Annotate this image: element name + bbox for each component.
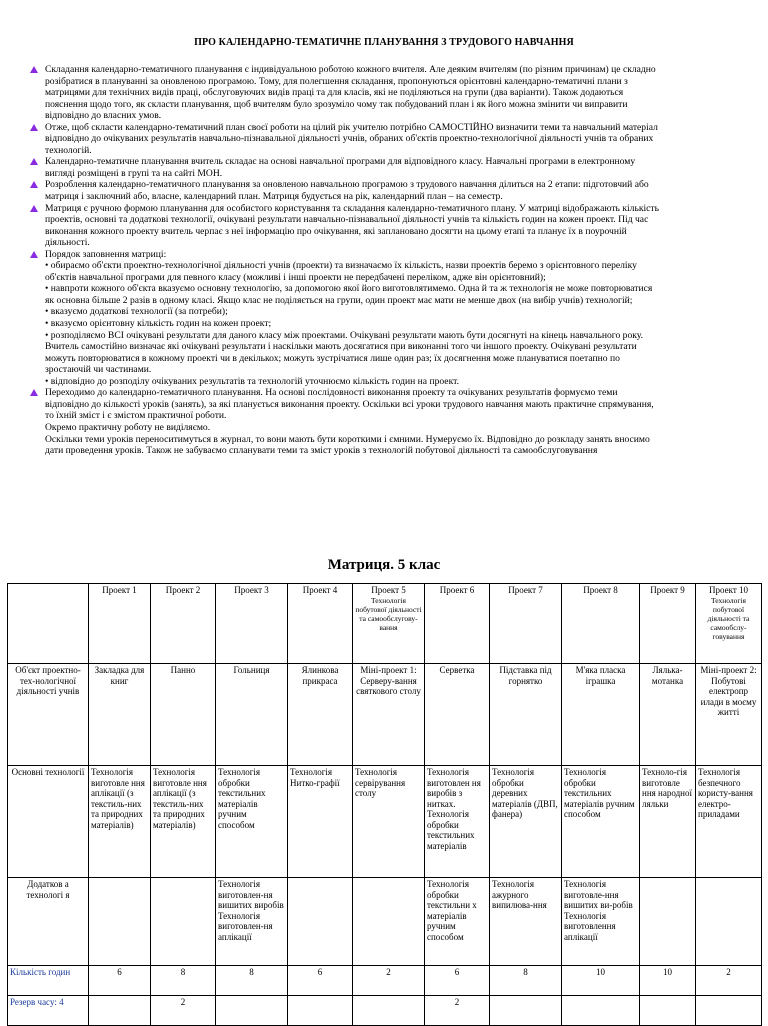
- bullet-arrow-icon: [30, 251, 38, 258]
- bullet-arrow-icon: [30, 124, 38, 131]
- row-label-objects: Об'єкт проектно-тех-нологічної діяльності учнів: [8, 664, 89, 766]
- matrix-row: [8, 766, 762, 878]
- bullet-item: [28, 203, 756, 249]
- main-tech-cell: Технологія обробки деревних матеріалів (ДВП, фанера): [490, 766, 562, 878]
- main-tech-cell: Технологія виготовле ння аплікації (з текстиль-них та природних матеріалів): [151, 766, 216, 878]
- bullet-line: Переходимо до календарно-тематичного планування. На основі послідовності виконання проекту та очікуваних результатів формуємо теми: [45, 387, 618, 399]
- project-header-cell: [490, 584, 562, 664]
- bullet-line: відповідно до очікуваних результатів навчально-пізнавальної діяльності учнів, обраних об'єктів проектно-технологічної діяльності учнів та обраних: [45, 133, 654, 145]
- bullet-line: Отже, щоб скласти календарно-тематичний план своєї роботи на цілий рік учителю потрібно САМОСТІЙНО визначити теми та навчальний матеріал: [45, 121, 658, 133]
- bullet-item: [28, 64, 756, 122]
- row-label-hours: Кількість годин: [8, 966, 89, 996]
- object-name: М'яка пласка іграшка: [575, 665, 626, 686]
- bullet-arrow-icon: [30, 158, 38, 165]
- bullet-line: то їхній зміст і є змістом практичної роботи.: [45, 410, 227, 422]
- reserve-cell: [216, 996, 288, 1026]
- add-tech-cell: Технологія виготовле-ння вишитих ви-робів Технологія виготовлення аплікації: [562, 878, 640, 966]
- object-name: Серверу-вання святкового столу: [356, 675, 421, 696]
- bullet-item: [28, 249, 756, 388]
- bullet-list: [28, 64, 756, 457]
- bullet-line: Оскільки теми уроків переноситимуться в журнал, то вони мають бути короткими і ємними. Нумеруємо їх. Відповідно до розкладу занять вносимо: [45, 433, 650, 445]
- project-header-cell: [696, 584, 762, 664]
- matrix-row: [8, 584, 762, 664]
- project-header-cell: [353, 584, 425, 664]
- reserve-cell: 2: [425, 996, 490, 1026]
- project-label: Проект 10: [708, 585, 749, 595]
- bullet-line: розібратися в плануванні за оновленою програмою. Тому, для полегшення складання, пропонуються орієнтовні календарно-тематичні плани з: [45, 75, 628, 87]
- object-cell: [425, 664, 490, 766]
- bullet-item: [28, 387, 756, 456]
- bullet-item: [28, 122, 756, 157]
- bullet-line: вигляді розміщені в групі та на сайті МОН.: [45, 167, 223, 179]
- object-name: Серветка: [439, 665, 475, 675]
- add-tech-cell: [640, 878, 696, 966]
- bullet-line: дати проведення уроків. Також не забуваємо спланувати теми та зміст уроків з технологій побутової діяльності та самообслуговування: [45, 445, 598, 457]
- bullet-line: діяльності.: [45, 237, 90, 249]
- main-tech-cell: Технологія сервірування столу: [353, 766, 425, 878]
- reserve-cell: 2: [151, 996, 216, 1026]
- matrix-row: [8, 664, 762, 766]
- bullet-line: відповідно до кількості уроків (занять), за які планується виконання проекту. Оскільки всі уроки трудового навчання мають практичне спрямування,: [45, 398, 654, 410]
- bullet-line: • навпроти кожного об'єкта вказуємо основну технологію, за допомогою якої його виготовлятимемо. Одна й та ж технологія не може повторюватися: [45, 283, 653, 295]
- reserve-cell: [89, 996, 151, 1026]
- bullet-line: Матриця є ручною формою планування для особистого користування та складання календарно-тематичного плану. У матриці відображають кількість: [45, 202, 659, 214]
- object-cell: [490, 664, 562, 766]
- object-cell: [562, 664, 640, 766]
- project-sublabel: Технологія побутової діяльності та самообслугову-вання: [355, 595, 422, 632]
- object-name: Лялька-мотанка: [651, 665, 684, 686]
- row-label-main-tech: Основні технології: [8, 766, 89, 878]
- main-tech-cell: Технологія виготовле ння аплікації (з текстиль-них та природних матеріалів): [89, 766, 151, 878]
- hours-cell: 8: [216, 966, 288, 996]
- matrix-row: [8, 996, 762, 1026]
- add-tech-cell: Технологія обробки текстильни х матеріалів ручним способом: [425, 878, 490, 966]
- project-header-cell: [562, 584, 640, 664]
- matrix-title: Матриця. 5 клас: [327, 557, 441, 573]
- main-tech-cell: Техноло-гія виготовле ння народної ляльки: [640, 766, 696, 878]
- page-title: ПРО КАЛЕНДАРНО-ТЕМАТИЧНЕ ПЛАНУВАННЯ З ТРУДОВОГО НАВЧАННЯ: [194, 37, 574, 48]
- hours-cell: 2: [353, 966, 425, 996]
- bullet-line: Розроблення календарно-тематичного планування за оновленою навчальною програмою з трудового навчання ділиться на 2 етапи: підготовчий або: [45, 179, 649, 191]
- bullet-arrow-icon: [30, 205, 38, 212]
- project-header-cell: [288, 584, 353, 664]
- object-prefix: Міні-проект 2:: [700, 665, 757, 675]
- project-header-cell: [216, 584, 288, 664]
- reserve-cell: [353, 996, 425, 1026]
- bullet-line: матрицями для технічних видів праці, обслуговуючих видів праці та для класів, які не поділяються на групи (два варіанти). Також додаються: [45, 87, 624, 99]
- project-label: Проект 3: [234, 585, 269, 595]
- hours-cell: 6: [288, 966, 353, 996]
- project-header-cell: [425, 584, 490, 664]
- add-tech-cell: [151, 878, 216, 966]
- object-cell: [288, 664, 353, 766]
- row-label-add-tech: Додатков а технологі я: [8, 878, 89, 966]
- bullet-line: • вказуємо орієнтовну кількість годин на кожен проект;: [45, 318, 272, 330]
- bullet-item: [28, 156, 756, 179]
- matrix-row: [8, 966, 762, 996]
- add-tech-cell: [696, 878, 762, 966]
- matrix-row: [8, 878, 762, 966]
- bullet-line: Календарно-тематичне планування вчитель складає на основі навчальної програми для відповідного класу. Навчальні програми в електронному: [45, 156, 636, 168]
- object-cell: [151, 664, 216, 766]
- add-tech-cell: Технологія виготовлен-ня вишитих виробів Технологія виготовлен-ня аплікації: [216, 878, 288, 966]
- bullet-line: об'єктів навчальної програми для певного класу (можливі і інші проекти не передбачені переліком, адже він орієнтовний);: [45, 271, 546, 283]
- object-cell: [89, 664, 151, 766]
- object-name: Побутові електропр илади в моєму житті: [700, 675, 757, 717]
- project-header-cell: [640, 584, 696, 664]
- bullet-line: пояснення щодо того, як скласти планування, щоб вчителям було зрозуміло чому так побудований план і як його можна змінити чи виправити: [45, 98, 628, 110]
- project-label: Проект 5: [371, 585, 406, 595]
- project-label: Проект 7: [508, 585, 543, 595]
- main-tech-cell: Технологія виготовлен ня виробів з нитках. Технологія обробки текстильних матеріалів: [425, 766, 490, 878]
- main-tech-cell: Технологія Нитко-графії: [288, 766, 353, 878]
- bullet-line: технологій.: [45, 144, 92, 156]
- project-header-cell: [89, 584, 151, 664]
- object-name: Підставка під горнятко: [499, 665, 552, 686]
- bullet-line: проектів, основні та додаткові технології, очікувані результати навчально-пізнавальної діяльності учнів та кількість годин на кожен проект. Під час: [45, 214, 649, 226]
- bullet-arrow-icon: [30, 66, 38, 73]
- project-header-cell: [151, 584, 216, 664]
- add-tech-cell: [288, 878, 353, 966]
- bullet-line: Окремо практичну роботу не виділяємо.: [45, 421, 211, 433]
- project-label: Проект 2: [165, 585, 201, 595]
- project-label: Проект 6: [439, 585, 475, 595]
- bullet-line: • обираємо об'єкти проектно-технологічної діяльності учнів (проекти) та визначаємо їх кількість, назви проектів беремо з орієнтовного переліку: [45, 260, 637, 272]
- bullet-arrow-icon: [30, 181, 38, 188]
- hours-cell: 10: [640, 966, 696, 996]
- bullet-line: відповідно до власних умов.: [45, 110, 162, 122]
- bullet-line: • відповідно до розподілу очікуваних результатів та технологій уточнюємо кількість годин на проект.: [45, 375, 459, 387]
- bullet-line: Порядок заповнення матриці:: [45, 248, 167, 260]
- bullet-line: можуть повторюватися в кожному проекті чи в декількох; можуть зустрічатися лише один раз; їх досягнення може плануватися поетапно по: [45, 352, 620, 364]
- matrix-table: [7, 583, 762, 1026]
- bullet-line: Складання календарно-тематичного планування є індивідуальною роботою кожного вчителя. Але деяким вчителям (по різним причинам) це складно: [45, 64, 656, 75]
- reserve-cell: [288, 996, 353, 1026]
- bullet-line: Вчитель самостійно визначає які очікувані результати і наскільки мають досягатися при виконанні того чи іншого проекту. Очікувані результати: [45, 341, 637, 353]
- reserve-cell: [490, 996, 562, 1026]
- project-label: Проект 4: [302, 585, 338, 595]
- object-cell: [216, 664, 288, 766]
- row-label-reserve: Резерв часу: 4: [8, 996, 89, 1026]
- project-label: Проект 1: [102, 585, 137, 595]
- hours-cell: 6: [89, 966, 151, 996]
- bullet-line: матриця і заключний або, власне, календарний план. Матриця будується на рік, календарний план – на семестр.: [45, 191, 503, 203]
- main-tech-cell: Технологія обробки текстильних матеріалів ручним способом: [562, 766, 640, 878]
- bullet-item: [28, 179, 756, 202]
- object-name: Ялинкова прикраса: [301, 665, 339, 686]
- bullet-line: виконання кожного проекту вчитель черпає з неї інформацію про очікування, які заплановано досягти на цьому етапі та планує їх в поурочній: [45, 225, 627, 237]
- project-label: Проект 8: [583, 585, 618, 595]
- hours-cell: 2: [696, 966, 762, 996]
- bullet-line: як основна більше 2 разів в одному класі. Якщо клас не поділяється на групи, один проект має мати не менше двох (на вибір учнів) технологій;: [45, 294, 633, 306]
- bullet-arrow-icon: [30, 389, 38, 396]
- object-prefix: Міні-проект 1:: [360, 665, 417, 675]
- object-name: Гольниця: [233, 665, 270, 675]
- add-tech-cell: [353, 878, 425, 966]
- reserve-cell: [696, 996, 762, 1026]
- bullet-line: • вказуємо додаткові технології (за потреби);: [45, 306, 228, 318]
- project-sublabel: Технологія побутової діяльності та самообслу-говування: [707, 595, 750, 641]
- object-cell: [353, 664, 425, 766]
- reserve-cell: [562, 996, 640, 1026]
- object-name: Панно: [170, 665, 196, 675]
- object-cell: [696, 664, 762, 766]
- object-cell: [640, 664, 696, 766]
- add-tech-cell: [89, 878, 151, 966]
- main-tech-cell: Технологія обробки текстильних матеріалів ручним способом: [216, 766, 288, 878]
- main-tech-cell: Технологія безпечного користу-вання електро-приладами: [696, 766, 762, 878]
- add-tech-cell: Технологія ажурного випилюва-ння: [490, 878, 562, 966]
- bullet-line: • розподіляємо ВСІ очікувані результати для даного класу між проектами. Очікувані результати мають бути досягнуті на кінець навчального року.: [45, 329, 644, 341]
- project-label: Проект 9: [650, 585, 685, 595]
- hours-cell: 8: [490, 966, 562, 996]
- hours-cell: 10: [562, 966, 640, 996]
- matrix-corner-cell: [8, 584, 89, 664]
- hours-cell: 8: [151, 966, 216, 996]
- bullet-line: зростаючій чи частинами.: [45, 364, 152, 376]
- reserve-cell: [640, 996, 696, 1026]
- hours-cell: 6: [425, 966, 490, 996]
- object-name: Закладка для книг: [94, 665, 145, 686]
